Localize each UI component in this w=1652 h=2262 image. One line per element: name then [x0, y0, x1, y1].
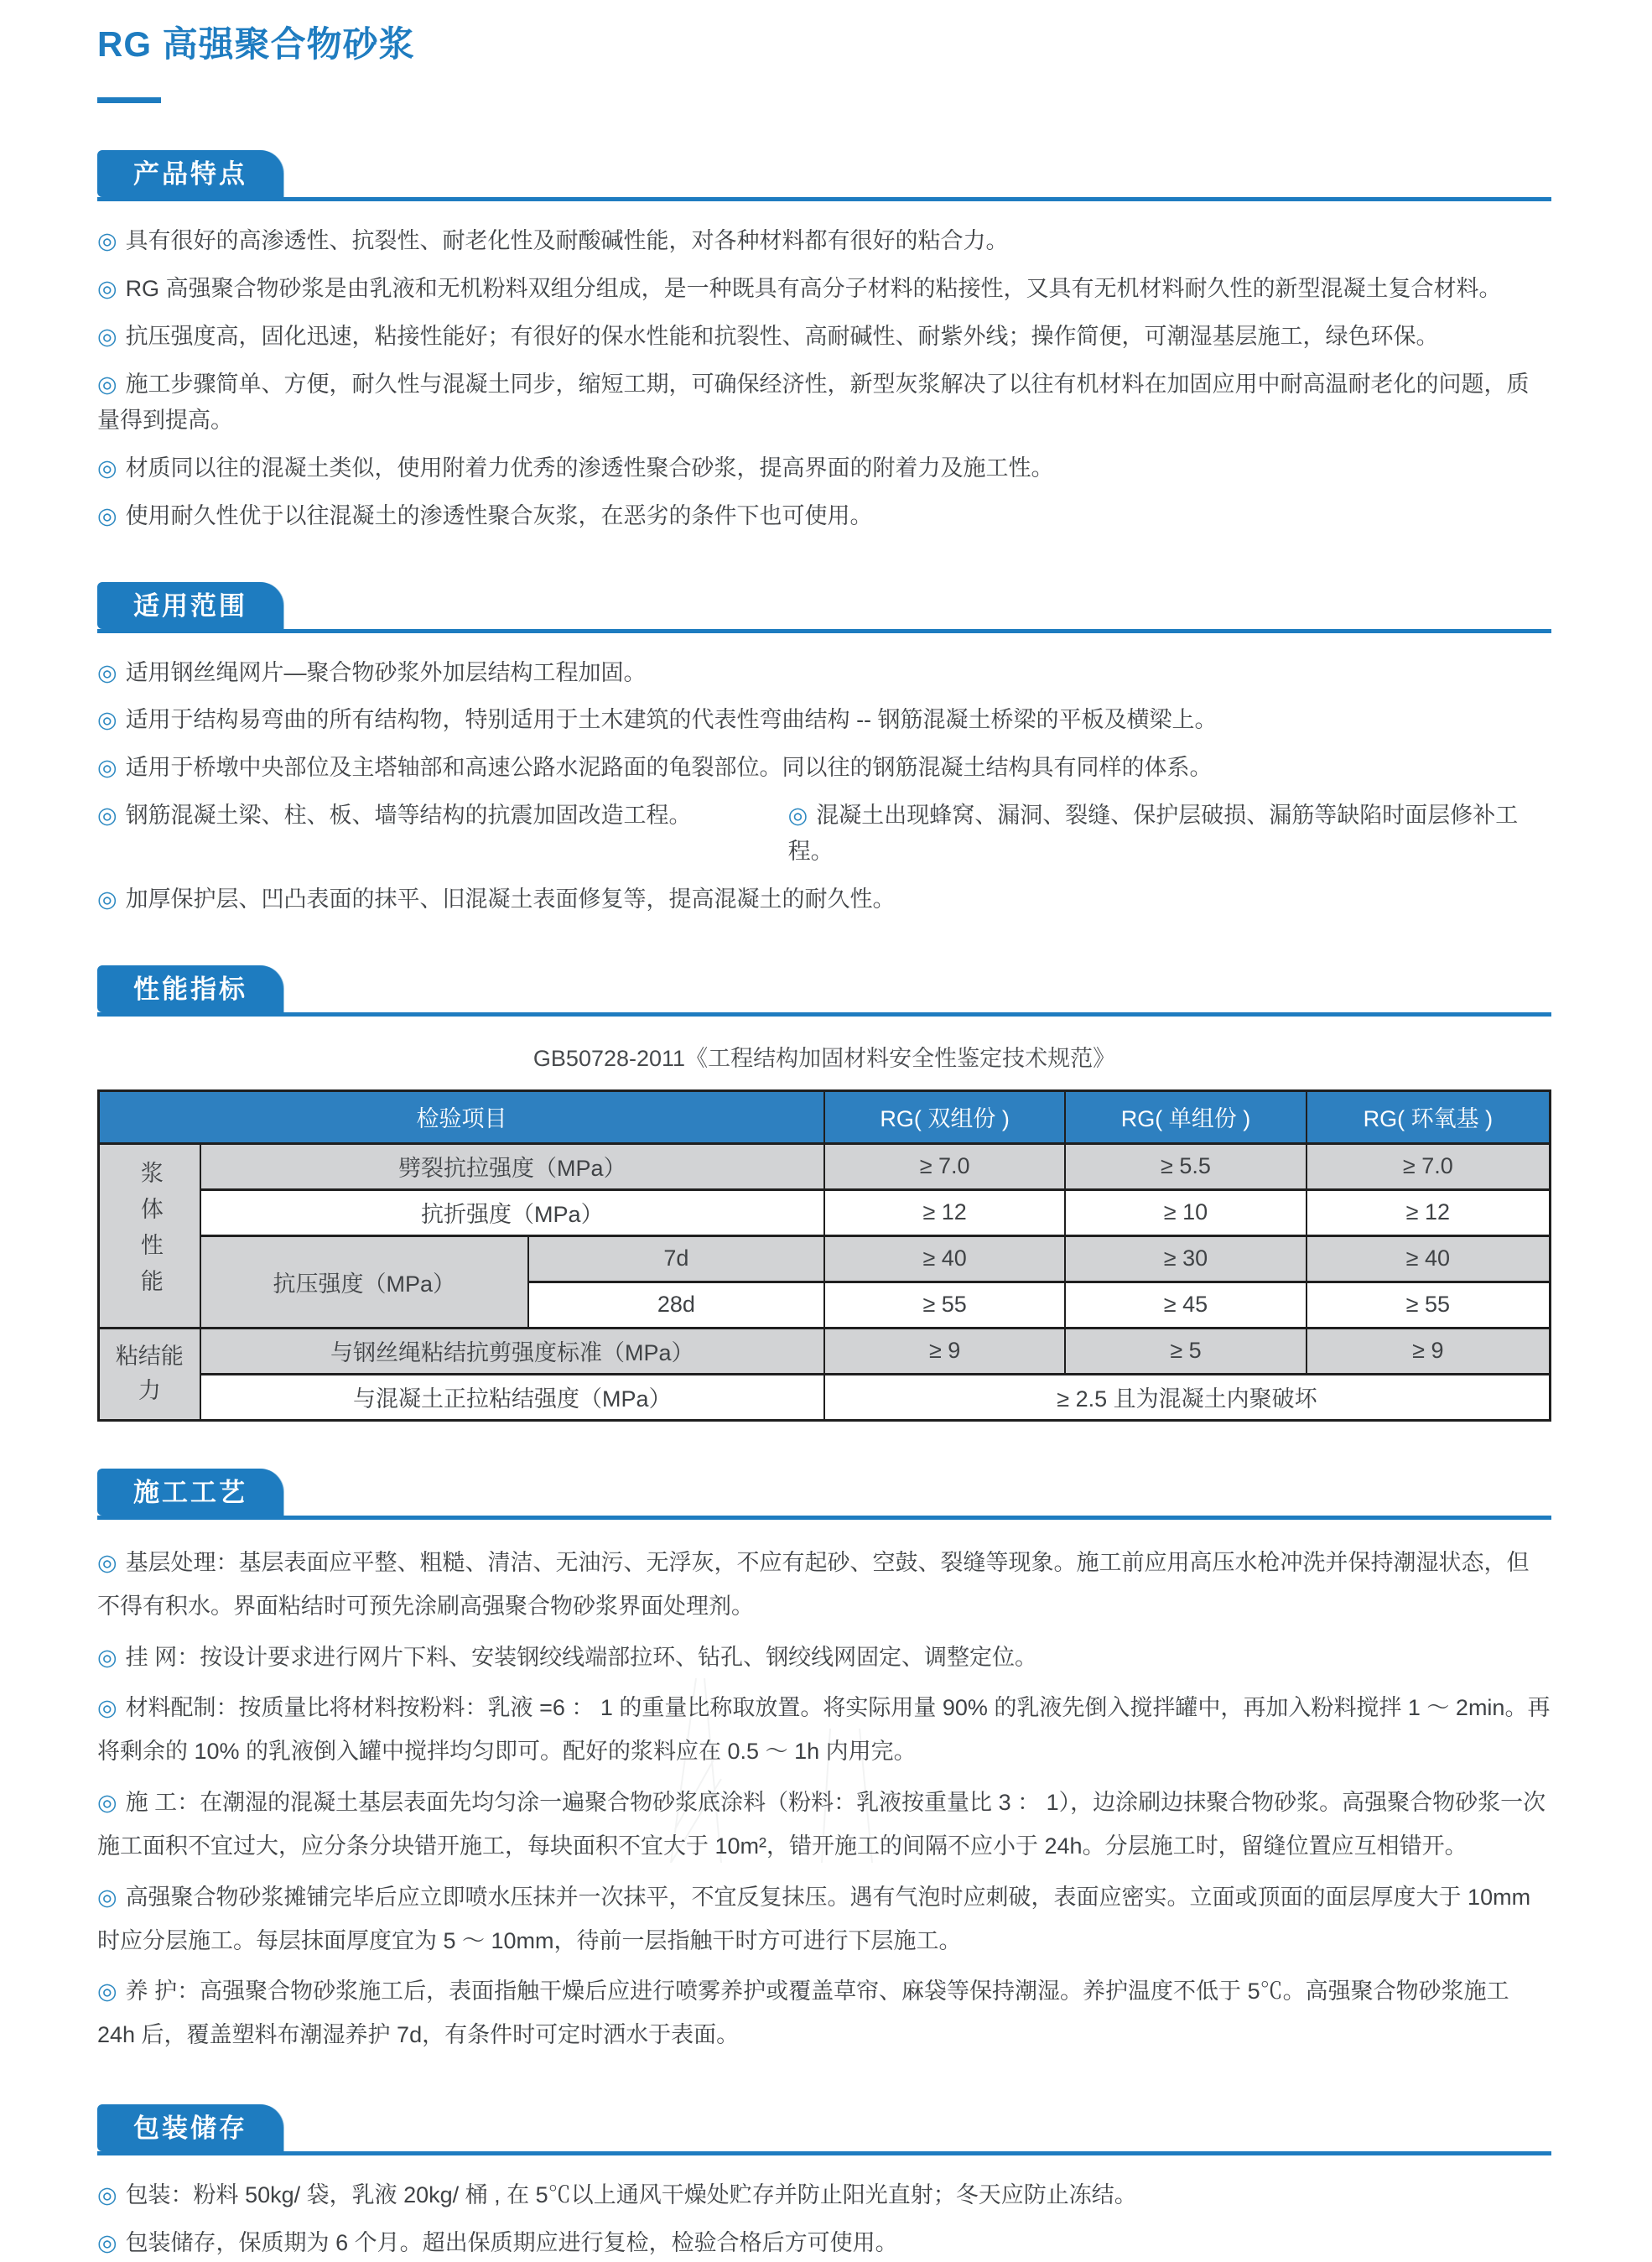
- bullet-text: 高强聚合物砂浆摊铺完毕后应立即喷水压抹并一次抹平，不宜反复抹压。遇有气泡时应刺破，表面应密实。立面或顶面的面层厚度大于 10mm 时应分层施工。每层抹面厚度宜为 5 ～ 10mm，待前一层指触干时方可进行下层施工。: [97, 1884, 1531, 1953]
- row-group-bond-capacity: [99, 1328, 200, 1420]
- bullet-icon: ◎: [97, 228, 117, 254]
- bullet-text: 加厚保护层、凹凸表面的抹平、旧混凝土表面修复等，提高混凝土的耐久性。: [125, 887, 896, 913]
- cell-value: ≥ 10: [1065, 1189, 1306, 1235]
- bullet-item: [97, 319, 1551, 356]
- bullet-item: [97, 1636, 1551, 1680]
- cell-value: ≥ 55: [824, 1282, 1065, 1328]
- cell-value: ≥ 9: [1307, 1328, 1551, 1374]
- bullet-item: [97, 1687, 1551, 1774]
- bullet-icon: ◎: [97, 887, 117, 913]
- row-group-paste-performance: [99, 1143, 200, 1328]
- cell-value: ≥ 55: [1307, 1282, 1551, 1328]
- section-badge-features: 产品特点: [97, 150, 283, 197]
- bullet-icon: ◎: [97, 707, 117, 733]
- bullet-text: 基层处理：基层表面应平整、粗糙、清洁、无油污、无浮灰，不应有起砂、空鼓、裂缝等现象。施工前应用高压水枪冲洗并保持潮湿状态，但不得有积水。界面粘结时可预先涂刷高强聚合物砂浆界面处理剂。: [97, 1549, 1530, 1619]
- cell-value: ≥ 5: [1065, 1328, 1306, 1374]
- bullet-text: 挂 网：按设计要求进行网片下料、安装钢绞线端部拉环、钻孔、钢绞线网固定、调整定位。: [125, 1644, 1038, 1670]
- bullet-text: 具有很好的高渗透性、抗裂性、耐老化性及耐酸碱性能，对各种材料都有很好的粘合力。: [125, 228, 1009, 254]
- bullet-icon: ◎: [97, 802, 117, 828]
- bullet-text: 适用钢丝绳网片—聚合物砂浆外加层结构工程加固。: [125, 659, 647, 685]
- bullet-icon: ◎: [97, 371, 117, 397]
- bullet-icon: ◎: [97, 2182, 117, 2208]
- col-header-rg-one-part: RG( 单组份 ): [1065, 1090, 1306, 1143]
- bullet-text: 适用于结构易弯曲的所有结构物，特别适用于土木建筑的代表性弯曲结构 -- 钢筋混凝土桥梁的平板及横梁上。: [125, 707, 1218, 733]
- bullet-icon: ◎: [97, 455, 117, 481]
- row-label: 劈裂抗拉强度（MPa）: [200, 1143, 824, 1189]
- bullet-icon: ◎: [97, 1979, 117, 2005]
- col-header-rg-epoxy: RG( 环氧基 ): [1307, 1090, 1551, 1143]
- row-label: 与混凝土正拉粘结强度（MPa）: [200, 1374, 824, 1420]
- bullet-item: [97, 702, 1551, 739]
- group-label: 粘结能力: [115, 1343, 184, 1404]
- bullet-text: 抗压强度高，固化迅速，粘接性能好；有很好的保水性能和抗裂性、高耐碱性、耐紫外线；操作简便，可潮湿基层施工，绿色环保。: [125, 323, 1439, 349]
- row-label-compressive: 抗压强度（MPa）: [200, 1235, 528, 1328]
- bullet-item: [97, 655, 1551, 692]
- cell-value: ≥ 12: [824, 1189, 1065, 1235]
- bullet-icon: ◎: [97, 1549, 117, 1575]
- bullet-icon: ◎: [787, 802, 808, 828]
- features-bullet-list: [97, 223, 1551, 534]
- bullet-item: [97, 1970, 1551, 2057]
- bullet-icon: ◎: [97, 323, 117, 349]
- section-badge-scope: 适用范围: [97, 582, 283, 629]
- bullet-text: 施工步骤简单、方便，耐久性与混凝土同步，缩短工期，可确保经济性，新型灰浆解决了以往有机材料在加固应用中耐高温耐老化的问题，质量得到提高。: [97, 371, 1530, 434]
- cell-value: ≥ 7.0: [824, 1143, 1065, 1189]
- bullet-item: [97, 223, 1551, 260]
- bullet-text: 钢筋混凝土梁、柱、板、墙等结构的抗震加固改造工程。: [125, 802, 692, 828]
- section-badge-packaging: 包装储存: [97, 2104, 283, 2151]
- bullet-item: [97, 1781, 1551, 1869]
- bullet-icon: ◎: [97, 1884, 117, 1910]
- bullet-item: [97, 881, 1551, 918]
- section-header-performance: [97, 965, 1551, 1017]
- cell-value: ≥ 9: [824, 1328, 1065, 1374]
- sub-label-7d: 7d: [528, 1235, 824, 1282]
- table-header-row: [99, 1090, 1551, 1143]
- packaging-bullet-list: [97, 2177, 1551, 2261]
- bullet-item: [97, 1542, 1551, 1629]
- sub-label-28d: 28d: [528, 1282, 824, 1328]
- bullet-text: 施 工：在潮湿的混凝土基层表面先均匀涂一遍聚合物砂浆底涂料（粉料：乳液按重量比 3 ： 1），边涂刷边抹聚合物砂浆。高强聚合物砂浆一次施工面积不宜过大，应分条分块错开施工，每块面积不宜大于 10m²，错开施工的间隔不应小于 24h。分层施工时，留缝位置应互相错开。: [97, 1790, 1546, 1859]
- title-underline: [97, 97, 161, 103]
- table-row: [99, 1374, 1551, 1420]
- section-badge-performance: 性能指标: [97, 965, 283, 1012]
- section-header-packaging: [97, 2104, 1551, 2155]
- bullet-text: 养 护：高强聚合物砂浆施工后，表面指触干燥后应进行喷雾养护或覆盖草帘、麻袋等保持潮湿。养护温度不低于 5℃。高强聚合物砂浆施工 24h 后，覆盖塑料布潮湿养护 7d，有条件时可定时洒水于表面。: [97, 1979, 1509, 2048]
- bullet-icon: ◎: [97, 1790, 117, 1816]
- performance-table: [97, 1089, 1551, 1422]
- bullet-item: [97, 750, 1551, 787]
- page-title: RG 高强聚合物砂浆: [97, 24, 415, 64]
- bullet-item: [97, 2225, 1551, 2262]
- bullet-item-pair: [97, 798, 1551, 871]
- bullet-text: 包装储存，保质期为 6 个月。超出保质期应进行复检，检验合格后方可使用。: [125, 2229, 898, 2255]
- bullet-icon: ◎: [97, 659, 117, 685]
- bullet-icon: ◎: [97, 276, 117, 302]
- cell-value: ≥ 12: [1307, 1189, 1551, 1235]
- section-header-features: [97, 150, 1551, 201]
- bullet-text: 适用于桥墩中央部位及主塔轴部和高速公路水泥路面的龟裂部位。同以往的钢筋混凝土结构具有同样的体系。: [125, 755, 1213, 780]
- cell-value: ≥ 40: [1307, 1235, 1551, 1282]
- bullet-item: [97, 271, 1551, 308]
- table-caption: GB50728-2011《工程结构加固材料安全性鉴定技术规范》: [532, 1045, 1116, 1071]
- row-label: 抗折强度（MPa）: [200, 1189, 824, 1235]
- bullet-item: [97, 1876, 1551, 1963]
- bullet-text: 使用耐久性优于以往混凝土的渗透性聚合灰浆，在恶劣的条件下也可使用。: [125, 502, 873, 528]
- cell-value-span: ≥ 2.5 且为混凝土内聚破坏: [824, 1374, 1551, 1420]
- scope-bullet-list: [97, 655, 1551, 918]
- col-header-item: 检验项目: [99, 1090, 824, 1143]
- bullet-item: [97, 798, 788, 871]
- bullet-icon: ◎: [97, 755, 117, 780]
- section-header-scope: [97, 582, 1551, 633]
- cell-value: ≥ 30: [1065, 1235, 1306, 1282]
- table-row: [99, 1189, 1551, 1235]
- row-label: 与钢丝绳粘结抗剪强度标准（MPa）: [200, 1328, 824, 1374]
- table-row: [99, 1143, 1551, 1189]
- bullet-icon: ◎: [97, 502, 117, 528]
- bullet-item: [97, 2177, 1551, 2214]
- process-bullet-list: [97, 1542, 1551, 2057]
- section-header-process: [97, 1469, 1551, 1520]
- bullet-text: RG 高强聚合物砂浆是由乳液和无机粉料双组分组成，是一种既具有高分子材料的粘接性，又具有无机材料耐久性的新型混凝土复合材料。: [125, 276, 1502, 302]
- section-badge-process: 施工工艺: [97, 1469, 283, 1516]
- bullet-icon: ◎: [97, 2229, 117, 2255]
- bullet-item: [788, 798, 1551, 871]
- cell-value: ≥ 40: [824, 1235, 1065, 1282]
- table-row: [99, 1328, 1551, 1374]
- group-label: 浆体性能: [137, 1160, 163, 1305]
- bullet-icon: ◎: [97, 1695, 117, 1721]
- bullet-text: 包装：粉料 50kg/ 袋，乳液 20kg/ 桶 , 在 5℃以上通风干燥处贮存并防止阳光直射；冬天应防止冻结。: [125, 2182, 1137, 2208]
- bullet-text: 混凝土出现蜂窝、漏洞、裂缝、保护层破损、漏筋等缺陷时面层修补工程。: [787, 802, 1519, 865]
- cell-value: ≥ 45: [1065, 1282, 1306, 1328]
- table-row: [99, 1235, 1551, 1282]
- bullet-icon: ◎: [97, 1644, 117, 1670]
- col-header-rg-two-part: RG( 双组份 ): [824, 1090, 1065, 1143]
- bullet-text: 材质同以往的混凝土类似，使用附着力优秀的渗透性聚合砂浆，提高界面的附着力及施工性。: [125, 455, 1054, 481]
- cell-value: ≥ 7.0: [1307, 1143, 1551, 1189]
- bullet-text: 材料配制：按质量比将材料按粉料：乳液 =6 ： 1 的重量比称取放置。将实际用量 90% 的乳液先倒入搅拌罐中，再加入粉料搅拌 1 ～ 2min。再将剩余的 10% 的乳液倒入罐中搅拌均匀即可。配好的浆料应在 0.5 ～ 1h 内用完。: [97, 1695, 1551, 1765]
- cell-value: ≥ 5.5: [1065, 1143, 1306, 1189]
- bullet-item: [97, 498, 1551, 535]
- bullet-item: [97, 450, 1551, 487]
- bullet-item: [97, 367, 1551, 439]
